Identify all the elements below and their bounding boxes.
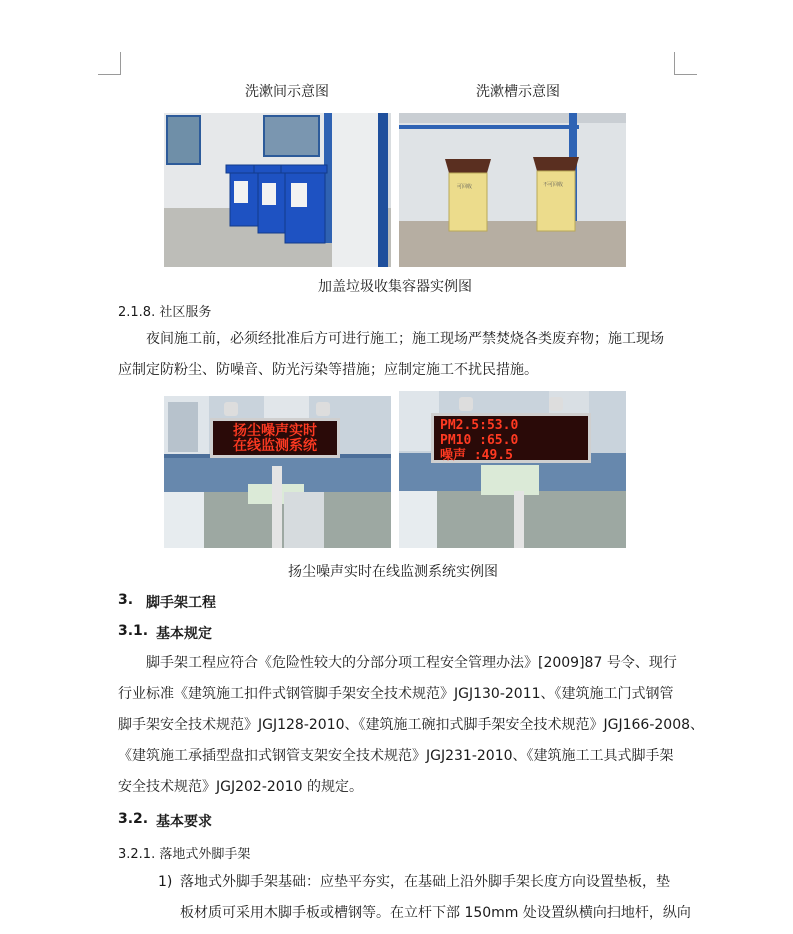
bin-label-1: 可回收 xyxy=(457,184,473,190)
heading-3-title: 脚手架工程 xyxy=(146,595,216,611)
led-display-1 xyxy=(210,418,340,458)
list-item-1-line-2: 板材质可采用木脚手板或槽钢等。在立杆下部 150mm 处设置纵横向扫地杆，纵向 xyxy=(180,905,691,921)
caption-sink: 洗漱槽示意图 xyxy=(476,84,560,100)
list-item-1-line-1: 落地式外脚手架基础：应垫平夯实，在基础上沿外脚手架长度方向设置垫板，垫 xyxy=(180,874,670,890)
paragraph-3-1-line-2: 行业标准《建筑施工扣件式钢管脚手架安全技术规范》JGJ130-2011、《建筑施工门式钢管 xyxy=(118,686,674,702)
heading-3-2-number: 3.2. xyxy=(118,811,149,827)
led-display-2 xyxy=(431,413,591,463)
paragraph-3-1-line-5: 安全技术规范》JGJ202-2010 的规定。 xyxy=(118,779,363,795)
paragraph-3-1-line-3: 脚手架安全技术规范》JGJ128-2010、《建筑施工碗扣式脚手架安全技术规范》JGJ166-2008、 xyxy=(118,717,705,733)
photo-monitor-sign-1 xyxy=(164,396,391,548)
led-display-2-noise: 噪声 :49.5 xyxy=(440,448,513,463)
photo-yellow-bins-drawing xyxy=(399,113,626,267)
caption-monitor: 扬尘噪声实时在线监测系统实例图 xyxy=(288,564,498,580)
paragraph-2-1-8-line-2: 应制定防粉尘、防噪音、防光污染等措施；应制定施工不扰民措施。 xyxy=(118,362,538,378)
bin-label-2: 不可回收 xyxy=(543,182,564,188)
photo-yellow-bins xyxy=(399,113,626,267)
photo-monitor-sign-2 xyxy=(399,391,626,548)
photo-blue-bins-drawing xyxy=(164,113,391,267)
paragraph-2-1-8-line-1: 夜间施工前，必须经批准后方可进行施工；施工现场严禁焚烧各类废弃物；施工现场 xyxy=(146,331,664,347)
heading-3-1-title: 基本规定 xyxy=(156,626,212,642)
header-corner-mark-right xyxy=(674,52,697,75)
heading-2-1-8: 2.1.8. 社区服务 xyxy=(118,305,212,320)
heading-3-2-1: 3.2.1. 落地式外脚手架 xyxy=(118,847,251,862)
led-display-2-pm10: PM10 :65.0 xyxy=(440,433,519,448)
heading-3-1-number: 3.1. xyxy=(118,623,149,639)
heading-3-2-title: 基本要求 xyxy=(156,814,212,830)
led-display-1-line-1: 扬尘噪声实时 xyxy=(233,423,317,439)
list-item-marker-1: 1) xyxy=(158,874,173,890)
paragraph-3-1-line-4: 《建筑施工承插型盘扣式钢管支架安全技术规范》JGJ231-2010、《建筑施工工具式脚手架 xyxy=(118,748,674,764)
led-display-1-line-2: 在线监测系统 xyxy=(233,437,317,454)
header-corner-mark-left xyxy=(98,52,121,75)
caption-bins: 加盖垃圾收集容器实例图 xyxy=(318,279,472,295)
photo-blue-bins xyxy=(164,113,391,267)
paragraph-3-1-line-1: 脚手架工程应符合《危险性较大的分部分项工程安全管理办法》[2009]87 号令、现行 xyxy=(146,655,677,671)
heading-3-number: 3. xyxy=(118,592,134,608)
caption-washroom: 洗漱间示意图 xyxy=(245,84,329,100)
led-display-2-pm25: PM2.5:53.0 xyxy=(440,418,519,433)
